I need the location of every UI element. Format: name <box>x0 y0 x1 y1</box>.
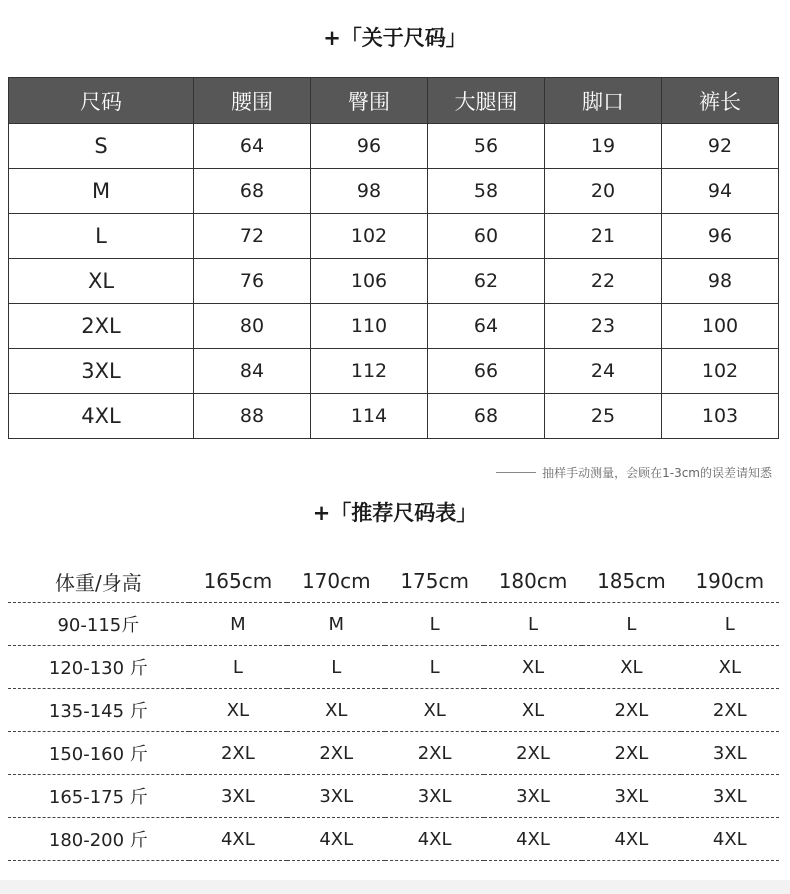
table-cell: 102 <box>662 349 779 394</box>
row-label-cell: M <box>9 169 194 214</box>
table-cell: L <box>484 603 582 646</box>
recommend-table <box>8 560 779 861</box>
table-cell: 2XL <box>385 732 483 775</box>
table-cell: L <box>385 646 483 689</box>
size-header-4: 脚口 <box>545 78 662 124</box>
table-cell: 68 <box>428 394 545 439</box>
table-cell: 58 <box>428 169 545 214</box>
recommend-section-title: +「推荐尺码表」 <box>312 501 478 525</box>
table-cell: 4XL <box>582 818 680 861</box>
table-cell: 98 <box>311 169 428 214</box>
table-row <box>8 646 779 689</box>
table-cell: 4XL <box>681 818 779 861</box>
table-cell: L <box>287 646 385 689</box>
table-cell: 4XL <box>385 818 483 861</box>
table-row <box>9 169 779 214</box>
table-cell: XL <box>385 689 483 732</box>
size-table-header-row <box>9 78 779 124</box>
row-label-cell: 135-145 斤 <box>8 689 189 732</box>
size-table <box>8 77 779 439</box>
table-cell: 106 <box>311 259 428 304</box>
table-cell: 19 <box>545 124 662 169</box>
recommend-header-3: 175cm <box>385 560 483 603</box>
table-cell: 110 <box>311 304 428 349</box>
table-cell: 62 <box>428 259 545 304</box>
recommend-header-1: 165cm <box>189 560 287 603</box>
row-label-cell: 90-115斤 <box>8 603 189 646</box>
table-row <box>9 394 779 439</box>
table-cell: 66 <box>428 349 545 394</box>
table-row <box>9 304 779 349</box>
table-cell: 3XL <box>582 775 680 818</box>
table-cell: 21 <box>545 214 662 259</box>
table-cell: 2XL <box>582 689 680 732</box>
table-cell: 92 <box>662 124 779 169</box>
table-cell: XL <box>189 689 287 732</box>
row-label-cell: L <box>9 214 194 259</box>
table-cell: 114 <box>311 394 428 439</box>
table-row <box>9 214 779 259</box>
table-cell: 3XL <box>681 732 779 775</box>
table-row <box>8 775 779 818</box>
row-label-cell: 150-160 斤 <box>8 732 189 775</box>
table-cell: 4XL <box>189 818 287 861</box>
table-cell: 76 <box>194 259 311 304</box>
row-label-cell: S <box>9 124 194 169</box>
table-row <box>9 349 779 394</box>
table-cell: 2XL <box>287 732 385 775</box>
table-row <box>8 689 779 732</box>
table-row <box>8 818 779 861</box>
note-text: 抽样手动测量，会顾在1-3cm的误差请知悉 <box>542 466 772 480</box>
table-cell: 3XL <box>385 775 483 818</box>
table-cell: 22 <box>545 259 662 304</box>
recommend-header-5: 185cm <box>582 560 680 603</box>
table-cell: XL <box>287 689 385 732</box>
table-cell: L <box>385 603 483 646</box>
table-cell: 103 <box>662 394 779 439</box>
table-cell: 25 <box>545 394 662 439</box>
table-cell: 24 <box>545 349 662 394</box>
table-cell: 2XL <box>681 689 779 732</box>
table-cell: 3XL <box>287 775 385 818</box>
table-cell: 3XL <box>484 775 582 818</box>
recommend-header-4: 180cm <box>484 560 582 603</box>
recommend-header-0: 体重/身高 <box>8 560 189 603</box>
table-cell: XL <box>582 646 680 689</box>
table-cell: L <box>582 603 680 646</box>
table-cell: 60 <box>428 214 545 259</box>
row-label-cell: 180-200 斤 <box>8 818 189 861</box>
table-cell: 23 <box>545 304 662 349</box>
table-cell: 20 <box>545 169 662 214</box>
size-header-0: 尺码 <box>9 78 194 124</box>
table-cell: 72 <box>194 214 311 259</box>
table-row <box>8 732 779 775</box>
size-header-3: 大腿围 <box>428 78 545 124</box>
note-dash <box>496 472 536 473</box>
table-cell: 80 <box>194 304 311 349</box>
row-label-cell: 165-175 斤 <box>8 775 189 818</box>
table-cell: XL <box>681 646 779 689</box>
table-cell: 96 <box>311 124 428 169</box>
table-cell: 3XL <box>189 775 287 818</box>
table-cell: 102 <box>311 214 428 259</box>
recommend-header-6: 190cm <box>681 560 779 603</box>
table-cell: 64 <box>194 124 311 169</box>
size-section-title: +「关于尺码」 <box>323 26 467 50</box>
row-label-cell: 4XL <box>9 394 194 439</box>
table-cell: 94 <box>662 169 779 214</box>
table-cell: 98 <box>662 259 779 304</box>
table-row <box>9 259 779 304</box>
table-cell: 112 <box>311 349 428 394</box>
table-cell: XL <box>484 689 582 732</box>
bottom-band <box>0 880 790 894</box>
table-cell: 84 <box>194 349 311 394</box>
recommend-header-2: 170cm <box>287 560 385 603</box>
measurement-note <box>496 464 772 481</box>
row-label-cell: XL <box>9 259 194 304</box>
size-header-1: 腰围 <box>194 78 311 124</box>
table-cell: 88 <box>194 394 311 439</box>
table-cell: 3XL <box>681 775 779 818</box>
table-row <box>9 124 779 169</box>
table-cell: L <box>681 603 779 646</box>
table-cell: L <box>189 646 287 689</box>
row-label-cell: 120-130 斤 <box>8 646 189 689</box>
table-cell: 4XL <box>287 818 385 861</box>
table-cell: 2XL <box>484 732 582 775</box>
recommend-table-header-row <box>8 560 779 603</box>
table-cell: M <box>287 603 385 646</box>
table-cell: 96 <box>662 214 779 259</box>
size-header-5: 裤长 <box>662 78 779 124</box>
size-header-2: 臀围 <box>311 78 428 124</box>
table-cell: 4XL <box>484 818 582 861</box>
table-cell: 100 <box>662 304 779 349</box>
row-label-cell: 3XL <box>9 349 194 394</box>
table-cell: 56 <box>428 124 545 169</box>
table-cell: 2XL <box>189 732 287 775</box>
table-cell: 2XL <box>582 732 680 775</box>
table-cell: XL <box>484 646 582 689</box>
table-cell: 68 <box>194 169 311 214</box>
table-cell: 64 <box>428 304 545 349</box>
table-cell: M <box>189 603 287 646</box>
table-row <box>8 603 779 646</box>
row-label-cell: 2XL <box>9 304 194 349</box>
